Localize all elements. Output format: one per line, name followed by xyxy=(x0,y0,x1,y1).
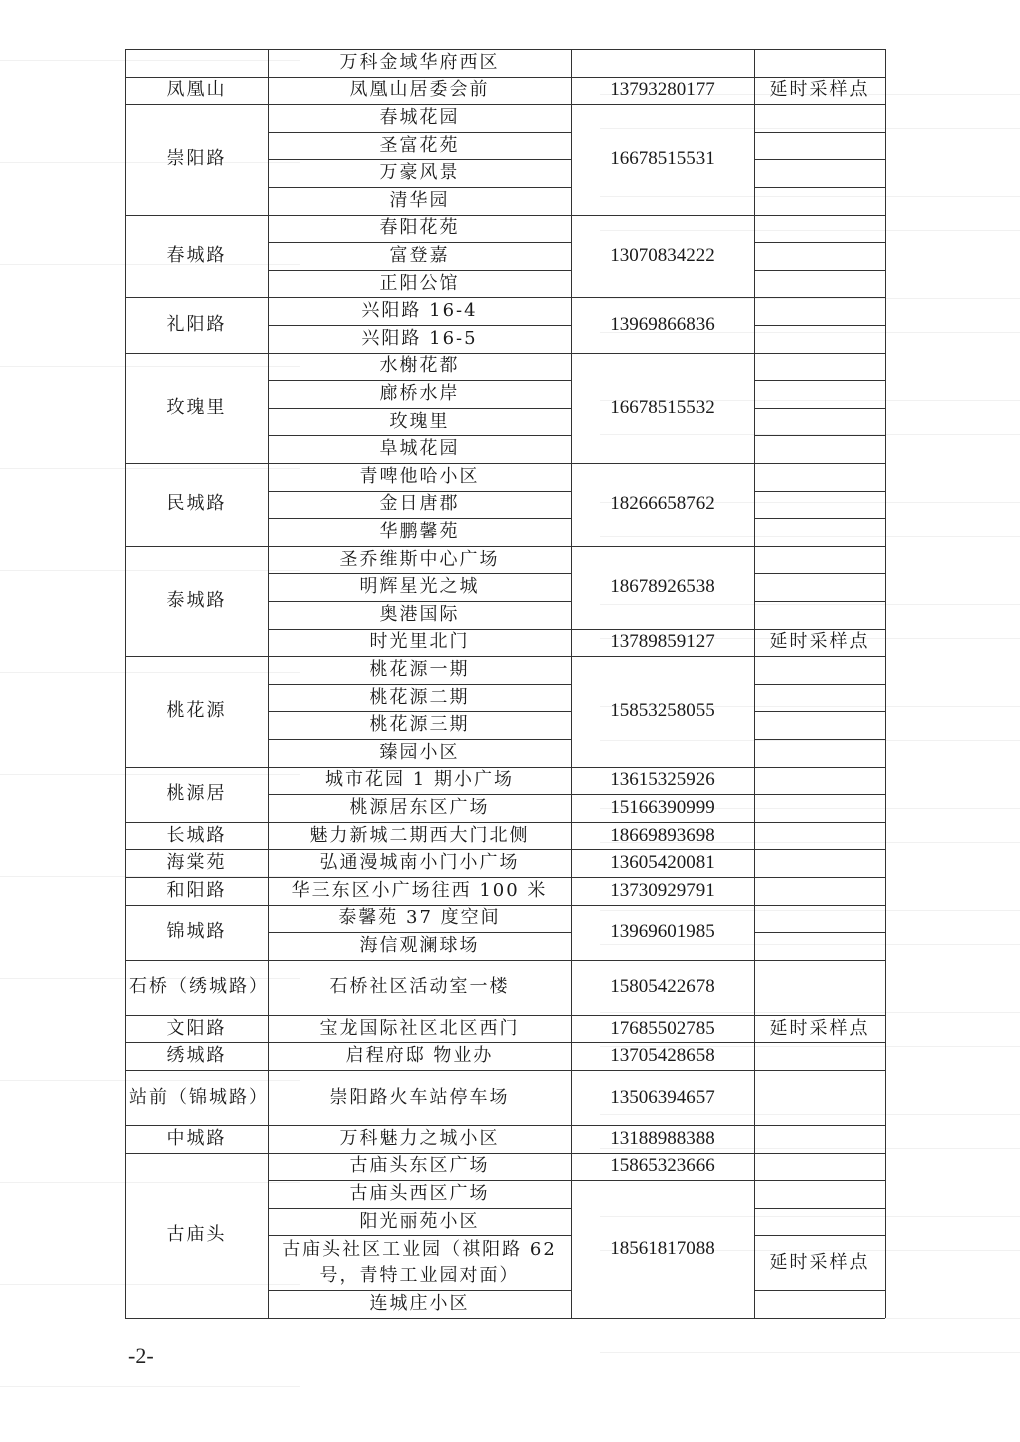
table-row-divider xyxy=(754,491,885,492)
phone-cell: 15865323666 xyxy=(610,1155,715,1177)
phone-cell: 13070834222 xyxy=(610,244,715,266)
table-row-divider xyxy=(571,960,754,961)
table-row-divider xyxy=(125,767,268,768)
table-row-divider xyxy=(571,849,754,850)
table-row-divider xyxy=(268,960,571,961)
table-row-divider xyxy=(268,242,571,243)
note-cell xyxy=(754,159,885,187)
table-row-divider xyxy=(754,270,885,271)
note-cell xyxy=(754,1042,885,1070)
table-row-divider xyxy=(268,629,571,630)
table-row-divider xyxy=(268,1070,571,1071)
note-cell xyxy=(754,573,885,601)
site-cell: 廊桥水岸 xyxy=(379,382,460,404)
site-cell: 玫瑰里 xyxy=(389,410,450,432)
table-row-divider xyxy=(754,353,885,354)
table-row-divider xyxy=(754,932,885,933)
phone-cell: 15166390999 xyxy=(610,796,715,818)
table-row-divider xyxy=(754,546,885,547)
table-row-divider xyxy=(125,297,268,298)
table-row-divider xyxy=(268,518,571,519)
site-cell: 泰馨苑 37 度空间 xyxy=(338,907,501,929)
table-row-divider xyxy=(754,77,885,78)
site-cell: 金日唐郡 xyxy=(379,493,460,515)
table-row-divider xyxy=(125,1015,268,1016)
site-cell: 桃花源一期 xyxy=(369,658,470,680)
note-cell xyxy=(754,932,885,960)
table-row-divider xyxy=(268,270,571,271)
table-row-divider xyxy=(571,1042,754,1043)
table-row-divider xyxy=(754,49,885,50)
note-cell xyxy=(754,684,885,712)
site-cell: 万科魅力之城小区 xyxy=(339,1127,500,1149)
phone-cell xyxy=(571,49,754,77)
table-row-divider xyxy=(268,601,571,602)
table-row-divider xyxy=(125,656,268,657)
table-row-divider xyxy=(268,187,571,188)
table-row-divider xyxy=(571,767,754,768)
table-row-divider xyxy=(125,822,268,823)
table-row-divider xyxy=(125,1318,885,1319)
note-cell xyxy=(754,711,885,739)
table-row-divider xyxy=(571,822,754,823)
area-cell: 长城路 xyxy=(166,824,227,846)
site-cell: 城市花园 1 期小广场 xyxy=(325,769,514,791)
site-cell: 奥港国际 xyxy=(379,603,460,625)
table-row-divider xyxy=(754,1180,885,1181)
table-row-divider xyxy=(754,380,885,381)
table-row-divider xyxy=(125,849,268,850)
site-cell: 春阳花苑 xyxy=(379,217,460,239)
area-cell xyxy=(125,49,268,77)
table-row-divider xyxy=(754,187,885,188)
table-row-divider xyxy=(268,739,571,740)
area-cell: 石桥（绣城路） xyxy=(129,976,269,998)
area-cell: 桃源居 xyxy=(166,783,227,805)
table-row-divider xyxy=(268,1015,571,1016)
table-row-divider xyxy=(125,353,268,354)
phone-cell: 18669893698 xyxy=(610,824,715,846)
area-cell: 绣城路 xyxy=(166,1045,227,1067)
phone-cell: 13969866836 xyxy=(610,313,715,335)
table-row-divider xyxy=(754,518,885,519)
note-cell xyxy=(754,1070,885,1125)
table-row-divider xyxy=(268,573,571,574)
site-cell: 桃源居东区广场 xyxy=(349,796,490,818)
note-cell: 延时采样点 xyxy=(769,1017,870,1039)
table-row-divider xyxy=(268,546,571,547)
table-row-divider xyxy=(571,546,754,547)
table-column-divider xyxy=(268,49,269,1318)
note-cell: 延时采样点 xyxy=(769,1251,870,1273)
table-row-divider xyxy=(125,104,268,105)
site-cell: 石桥社区活动室一楼 xyxy=(329,976,510,998)
table-row-divider xyxy=(754,242,885,243)
note-cell xyxy=(754,380,885,408)
table-row-divider xyxy=(268,463,571,464)
table-row-divider xyxy=(754,1208,885,1209)
table-column-divider xyxy=(885,49,886,1318)
table-row-divider xyxy=(268,932,571,933)
area-cell: 春城路 xyxy=(166,244,227,266)
site-cell: 华三东区小广场往西 100 米 xyxy=(291,879,548,901)
table-row-divider xyxy=(125,905,268,906)
note-cell xyxy=(754,960,885,1015)
table-row-divider xyxy=(754,794,885,795)
table-row-divider xyxy=(268,1042,571,1043)
table-row-divider xyxy=(754,1042,885,1043)
area-cell: 桃花源 xyxy=(166,700,227,722)
site-cell: 圣乔维斯中心广场 xyxy=(339,548,500,570)
table-row-divider xyxy=(571,656,754,657)
table-row-divider xyxy=(571,353,754,354)
area-cell: 锦城路 xyxy=(166,921,227,943)
table-row-divider xyxy=(754,629,885,630)
note-cell xyxy=(754,877,885,905)
table-row-divider xyxy=(571,297,754,298)
site-cell: 宝龙国际社区北区西门 xyxy=(319,1017,520,1039)
table-row-divider xyxy=(268,794,571,795)
table-row-divider xyxy=(125,215,268,216)
note-cell xyxy=(754,849,885,877)
table-row-divider xyxy=(125,877,268,878)
area-cell: 中城路 xyxy=(166,1127,227,1149)
area-cell: 崇阳路 xyxy=(166,148,227,170)
site-cell: 清华园 xyxy=(389,189,450,211)
phone-cell: 18561817088 xyxy=(610,1238,715,1260)
table-row-divider xyxy=(268,767,571,768)
table-column-divider xyxy=(125,49,126,1318)
note-cell xyxy=(754,767,885,795)
site-cell: 连城庄小区 xyxy=(369,1293,470,1315)
site-cell: 凤凰山居委会前 xyxy=(349,79,490,101)
phone-cell: 13789859127 xyxy=(610,631,715,653)
table-row-divider xyxy=(571,794,754,795)
site-cell: 明辉星光之城 xyxy=(359,576,480,598)
note-cell xyxy=(754,739,885,767)
table-row-divider xyxy=(754,656,885,657)
site-cell: 春城花园 xyxy=(379,106,460,128)
table-row-divider xyxy=(268,1235,571,1236)
note-cell xyxy=(754,215,885,243)
note-cell: 延时采样点 xyxy=(769,79,870,101)
phone-cell: 13605420081 xyxy=(610,852,715,874)
site-cell: 古庙头东区广场 xyxy=(349,1155,490,1177)
table-row-divider xyxy=(268,1208,571,1209)
phone-cell: 15853258055 xyxy=(610,700,715,722)
table-row-divider xyxy=(754,1153,885,1154)
site-cell: 魅力新城二期西大门北侧 xyxy=(309,824,530,846)
area-cell: 民城路 xyxy=(166,493,227,515)
table-row-divider xyxy=(754,822,885,823)
site-cell: 弘通漫城南小门小广场 xyxy=(319,852,520,874)
site-cell: 阜城花园 xyxy=(379,438,460,460)
table-row-divider xyxy=(571,1015,754,1016)
site-cell: 万豪风景 xyxy=(379,162,460,184)
table-row-divider xyxy=(268,77,571,78)
table-row-divider xyxy=(268,104,571,105)
table-row-divider xyxy=(754,297,885,298)
table-row-divider xyxy=(268,849,571,850)
table-row-divider xyxy=(268,215,571,216)
note-cell xyxy=(754,353,885,381)
table-row-divider xyxy=(268,1153,571,1154)
table-row-divider xyxy=(754,739,885,740)
area-cell: 和阳路 xyxy=(166,879,227,901)
table-row-divider xyxy=(754,767,885,768)
table-row-divider xyxy=(754,1290,885,1291)
phone-cell: 16678515532 xyxy=(610,396,715,418)
table-row-divider xyxy=(571,877,754,878)
note-cell xyxy=(754,1180,885,1208)
site-cell: 时光里北门 xyxy=(369,631,470,653)
table-row-divider xyxy=(571,1180,754,1181)
table-row-divider xyxy=(754,132,885,133)
phone-cell: 16678515531 xyxy=(610,148,715,170)
table-row-divider xyxy=(754,325,885,326)
site-cell: 兴阳路 16-4 xyxy=(361,300,478,322)
site-cell: 水榭花都 xyxy=(379,355,460,377)
table-row-divider xyxy=(125,49,268,50)
note-cell xyxy=(754,905,885,933)
note-cell xyxy=(754,297,885,325)
table-row-divider xyxy=(754,877,885,878)
site-cell: 富登嘉 xyxy=(389,244,450,266)
area-cell: 凤凰山 xyxy=(166,79,227,101)
site-cell: 海信观澜球场 xyxy=(359,934,480,956)
table-column-divider xyxy=(754,49,755,1318)
note-cell xyxy=(754,132,885,160)
phone-cell: 17685502785 xyxy=(610,1017,715,1039)
site-cell: 古庙头社区工业园（祺阳路 62 号，青特工业园对面） xyxy=(282,1238,557,1286)
table-row-divider xyxy=(268,877,571,878)
area-cell: 泰城路 xyxy=(166,589,227,611)
area-cell: 古庙头 xyxy=(166,1224,227,1246)
note-cell xyxy=(754,491,885,519)
phone-cell: 18678926538 xyxy=(610,576,715,598)
note-cell xyxy=(754,1125,885,1153)
table-column-divider xyxy=(571,49,572,1318)
note-cell xyxy=(754,435,885,463)
table-row-divider xyxy=(268,684,571,685)
site-cell: 正阳公馆 xyxy=(379,272,460,294)
site-cell: 阳光丽苑小区 xyxy=(359,1210,480,1232)
table-row-divider xyxy=(571,1070,754,1071)
note-cell xyxy=(754,1290,885,1318)
note-cell xyxy=(754,656,885,684)
table-row-divider xyxy=(571,463,754,464)
table-row-divider xyxy=(268,297,571,298)
site-cell: 华鹏馨苑 xyxy=(379,520,460,542)
table-row-divider xyxy=(571,77,754,78)
note-cell xyxy=(754,546,885,574)
note-cell xyxy=(754,49,885,77)
table-row-divider xyxy=(571,1125,754,1126)
table-row-divider xyxy=(754,849,885,850)
table-row-divider xyxy=(754,215,885,216)
site-cell: 臻园小区 xyxy=(379,741,460,763)
note-cell xyxy=(754,601,885,629)
table-row-divider xyxy=(125,1070,268,1071)
note-cell xyxy=(754,1153,885,1181)
area-cell: 玫瑰里 xyxy=(166,396,227,418)
table-row-divider xyxy=(754,1235,885,1236)
table-row-divider xyxy=(571,629,754,630)
table-row-divider xyxy=(268,656,571,657)
table-row-divider xyxy=(268,325,571,326)
table-row-divider xyxy=(754,905,885,906)
table-row-divider xyxy=(268,49,571,50)
site-cell: 古庙头西区广场 xyxy=(349,1182,490,1204)
table-row-divider xyxy=(125,960,268,961)
page-number: -2- xyxy=(128,1343,154,1368)
note-cell xyxy=(754,463,885,491)
table-row-divider xyxy=(125,463,268,464)
phone-cell: 13615325926 xyxy=(610,769,715,791)
note-cell xyxy=(754,270,885,298)
table-row-divider xyxy=(754,684,885,685)
table-row-divider xyxy=(268,905,571,906)
note-cell xyxy=(754,1208,885,1236)
table-row-divider xyxy=(268,822,571,823)
phone-cell: 15805422678 xyxy=(610,976,715,998)
table-row-divider xyxy=(571,49,754,50)
table-row-divider xyxy=(268,353,571,354)
table-row-divider xyxy=(268,1180,571,1181)
phone-cell: 18266658762 xyxy=(610,493,715,515)
table-row-divider xyxy=(754,435,885,436)
table-row-divider xyxy=(754,711,885,712)
site-cell: 青啤他哈小区 xyxy=(359,465,480,487)
note-cell xyxy=(754,325,885,353)
note-cell xyxy=(754,104,885,132)
site-cell: 兴阳路 16-5 xyxy=(361,327,478,349)
table-row-divider xyxy=(268,408,571,409)
note-cell xyxy=(754,518,885,546)
table-row-divider xyxy=(125,77,268,78)
area-cell: 站前（锦城路） xyxy=(129,1086,269,1108)
table-row-divider xyxy=(268,1290,571,1291)
note-cell xyxy=(754,187,885,215)
area-cell: 文阳路 xyxy=(166,1017,227,1039)
table-row-divider xyxy=(125,1125,268,1126)
area-cell: 礼阳路 xyxy=(166,313,227,335)
table-row-divider xyxy=(268,491,571,492)
phone-cell: 13506394657 xyxy=(610,1086,715,1108)
table-row-divider xyxy=(268,380,571,381)
table-row-divider xyxy=(754,1125,885,1126)
table-row-divider xyxy=(571,104,754,105)
table-row-divider xyxy=(125,1042,268,1043)
site-cell: 圣富花苑 xyxy=(379,134,460,156)
table-row-divider xyxy=(754,573,885,574)
note-cell xyxy=(754,242,885,270)
table-row-divider xyxy=(268,132,571,133)
table-row-divider xyxy=(268,159,571,160)
table-row-divider xyxy=(754,1015,885,1016)
table-row-divider xyxy=(754,408,885,409)
note-cell xyxy=(754,794,885,822)
table-row-divider xyxy=(268,435,571,436)
table-row-divider xyxy=(754,104,885,105)
table-row-divider xyxy=(571,905,754,906)
table-row-divider xyxy=(125,546,268,547)
site-cell: 桃花源二期 xyxy=(369,686,470,708)
site-cell: 万科金域华府西区 xyxy=(339,51,500,73)
table-row-divider xyxy=(754,159,885,160)
note-cell xyxy=(754,408,885,436)
site-cell: 桃花源三期 xyxy=(369,714,470,736)
table-row-divider xyxy=(754,1070,885,1071)
site-cell: 崇阳路火车站停车场 xyxy=(329,1086,510,1108)
table-row-divider xyxy=(571,1153,754,1154)
note-cell: 延时采样点 xyxy=(769,631,870,653)
table-row-divider xyxy=(754,601,885,602)
phone-cell: 13705428658 xyxy=(610,1045,715,1067)
phone-cell: 13730929791 xyxy=(610,879,715,901)
table-row-divider xyxy=(125,1153,268,1154)
table-row-divider xyxy=(754,960,885,961)
area-cell: 海棠苑 xyxy=(166,852,227,874)
site-cell: 启程府邸 物业办 xyxy=(345,1045,494,1067)
phone-cell: 13793280177 xyxy=(610,79,715,101)
table-row-divider xyxy=(268,1125,571,1126)
table-row-divider xyxy=(754,463,885,464)
phone-cell: 13188988388 xyxy=(610,1127,715,1149)
phone-cell: 13969601985 xyxy=(610,921,715,943)
table-row-divider xyxy=(268,711,571,712)
table-row-divider xyxy=(571,215,754,216)
note-cell xyxy=(754,822,885,850)
